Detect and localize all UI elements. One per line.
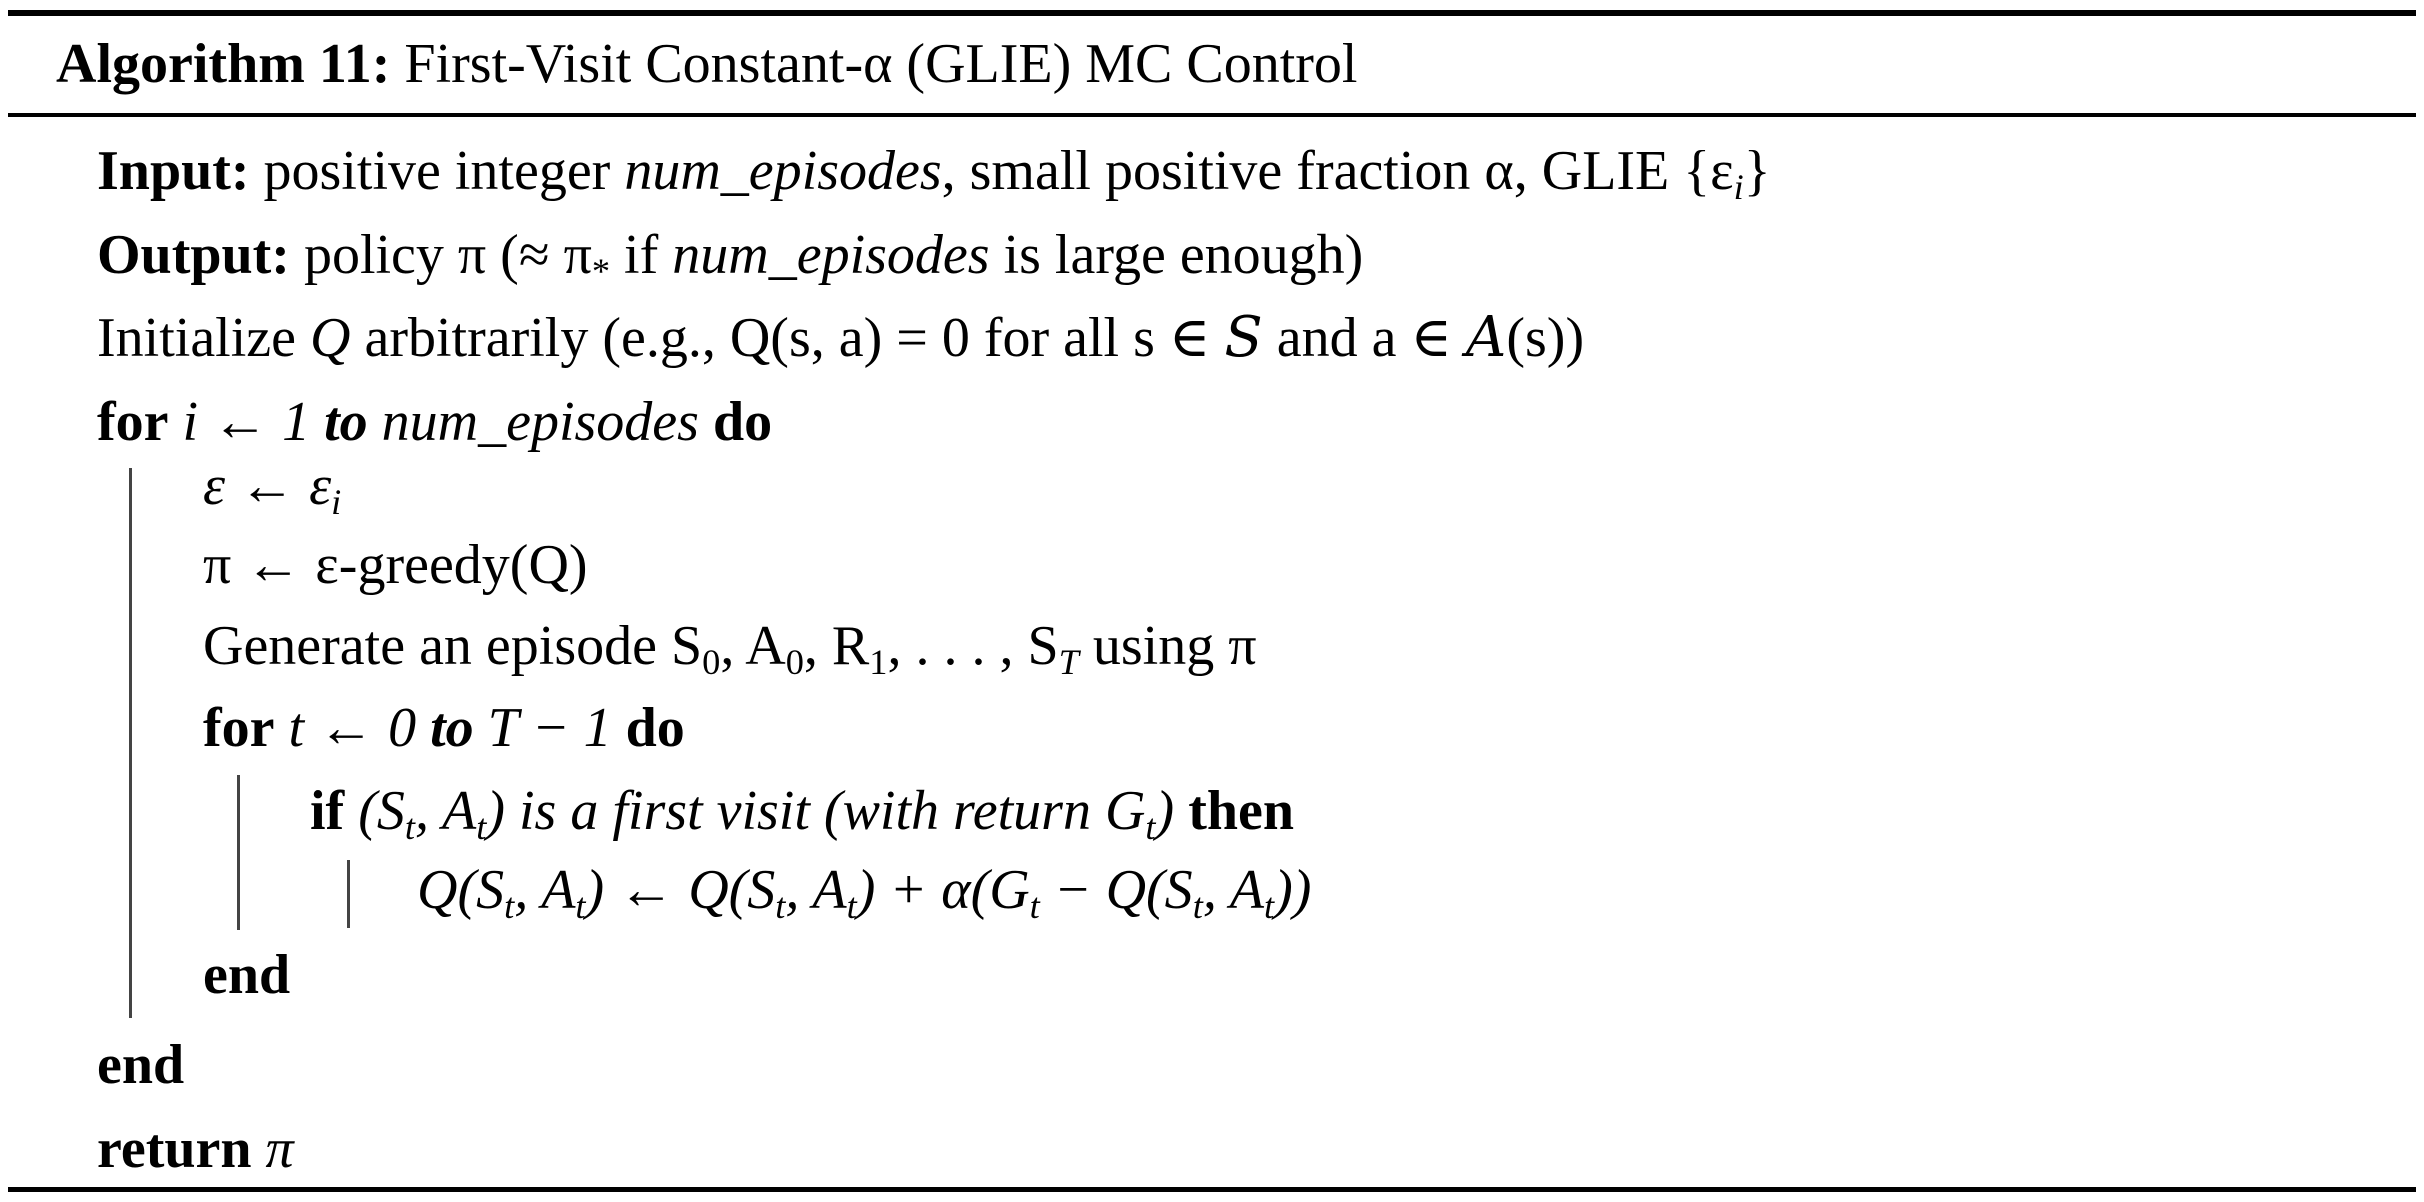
init-text-2: arbitrarily (e.g., Q(s, a) = 0 for all s ∈ xyxy=(350,307,1225,369)
update-s6: t xyxy=(1192,886,1203,927)
if-text-2: , A xyxy=(415,780,477,842)
update-p7: , A xyxy=(1202,859,1265,921)
update-s7: t xyxy=(1264,886,1275,927)
output-text-3: is large enough) xyxy=(989,224,1364,286)
inner-for-expr: t ← 0 xyxy=(274,697,431,759)
inner-for-line xyxy=(203,697,685,759)
outer-for-keyword: for xyxy=(97,391,169,453)
epsilon-sub-i: i xyxy=(331,482,342,523)
init-text-4: (s)) xyxy=(1506,307,1585,369)
input-text: positive integer xyxy=(263,140,625,202)
generate-text: Generate an episode S xyxy=(203,615,703,677)
inner-for-expr-2: T − 1 xyxy=(473,697,612,759)
then-keyword: then xyxy=(1174,780,1294,842)
if-bar xyxy=(347,860,350,928)
inner-loop-bar xyxy=(237,775,240,930)
inner-to-keyword: to xyxy=(430,697,474,759)
output-var-episodes: num_episodes xyxy=(672,224,990,286)
input-line xyxy=(97,140,1771,208)
output-keyword: Output: xyxy=(97,224,290,286)
epsilon-assign: ε ← ε xyxy=(203,455,332,517)
init-set-s: S xyxy=(1224,305,1263,370)
algorithm-name: First-Visit Constant-α (GLIE) MC Control xyxy=(404,33,1358,95)
outer-do-keyword: do xyxy=(698,391,773,453)
gen-sub-t: T xyxy=(1058,642,1079,683)
update-p5: ) + α(G xyxy=(856,859,1030,921)
epsilon-line xyxy=(203,455,342,523)
if-line xyxy=(310,780,1294,848)
outer-space xyxy=(368,391,382,453)
if-keyword: if xyxy=(310,780,345,842)
bottom-rule xyxy=(8,1187,2416,1192)
update-line xyxy=(417,859,1312,927)
output-sub-star: * xyxy=(591,251,611,292)
init-text-3: and a ∈ xyxy=(1262,307,1466,369)
gen-sub-a0: 0 xyxy=(785,642,804,683)
outer-var-episodes: num_episodes xyxy=(381,391,699,453)
return-keyword: return xyxy=(97,1118,252,1180)
algorithm-title xyxy=(56,33,1358,95)
if-sub-1: t xyxy=(404,807,415,848)
input-sub-i: i xyxy=(1733,167,1744,208)
update-s2: t xyxy=(575,886,586,927)
output-text-2: if xyxy=(610,224,673,286)
outer-for-line xyxy=(97,391,773,453)
outer-loop-bar xyxy=(129,468,132,1018)
input-text-3: } xyxy=(1743,140,1771,202)
return-line xyxy=(97,1118,294,1180)
update-p4: , A xyxy=(785,859,847,921)
if-text-4: ) xyxy=(1155,780,1175,842)
output-text: policy π (≈ π xyxy=(303,224,592,286)
policy-assign: π ← ε-greedy(Q) xyxy=(203,534,588,596)
inner-do-keyword: do xyxy=(611,697,685,759)
update-p6: − Q(S xyxy=(1039,859,1193,921)
update-p2: , A xyxy=(514,859,576,921)
outer-to-keyword: to xyxy=(324,391,368,453)
init-q: Q xyxy=(310,307,351,369)
title-rule xyxy=(8,113,2416,117)
input-text-2: , small positive fraction α, GLIE {ε xyxy=(941,140,1734,202)
if-sub-2: t xyxy=(476,807,487,848)
initialize-line xyxy=(97,305,1585,370)
if-text: (S xyxy=(344,780,405,842)
gen-tail: using π xyxy=(1078,615,1257,677)
update-p3: ) ← Q(S xyxy=(585,859,776,921)
inner-for-keyword: for xyxy=(203,697,275,759)
return-value: π xyxy=(251,1118,294,1180)
gen-sub-r1: 1 xyxy=(869,642,888,683)
policy-line xyxy=(203,534,588,596)
algorithm-label: Algorithm 11: xyxy=(56,33,391,95)
update-s4: t xyxy=(846,886,857,927)
gen-r: , R xyxy=(803,615,870,677)
output-line xyxy=(97,224,1364,292)
init-text: Initialize xyxy=(97,307,311,369)
outer-for-expr: i ← 1 xyxy=(168,391,325,453)
init-set-a: A xyxy=(1465,305,1507,370)
gen-a: , A xyxy=(720,615,786,677)
update-s3: t xyxy=(775,886,786,927)
top-rule xyxy=(8,10,2416,16)
gen-dots: , . . . , S xyxy=(887,615,1059,677)
update-p1: Q(S xyxy=(417,859,505,921)
end-inner: end xyxy=(203,944,291,1006)
gen-sub-s0: 0 xyxy=(702,642,721,683)
input-keyword: Input: xyxy=(97,140,250,202)
input-var-episodes: num_episodes xyxy=(624,140,942,202)
update-s1: t xyxy=(504,886,515,927)
if-text-3: ) is a first visit (with return G xyxy=(486,780,1146,842)
update-p8: )) xyxy=(1274,859,1312,921)
if-sub-3: t xyxy=(1145,807,1156,848)
update-s5: t xyxy=(1029,886,1040,927)
generate-line xyxy=(203,615,1257,683)
end-outer: end xyxy=(97,1034,185,1096)
